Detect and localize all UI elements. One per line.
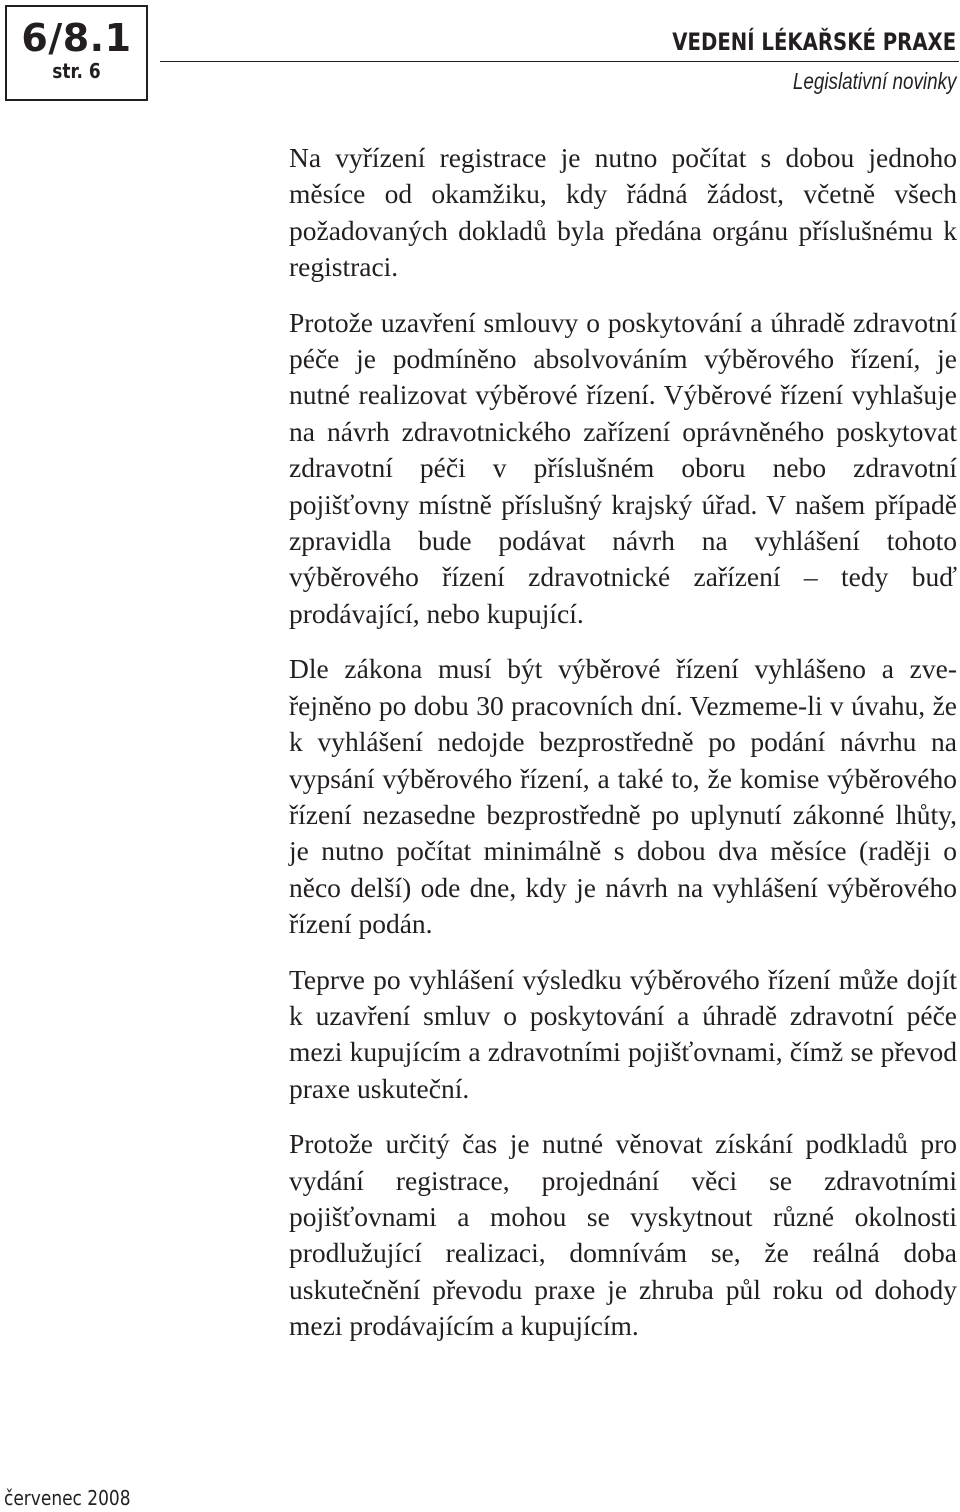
paragraph-estimated-duration: Protože určitý čas je nutné věnovat získání podkladů pro vydání registrace, projednání věci se zdravotními pojišťovnami a mohou se vyskytnout různé okolnosti prodlužující realizaci, domnívám se, že reálná doba uskutečnění převodu praxe je zhruba půl roku od dohody mezi prodávajícím a kupujícím. <box>289 1128 957 1342</box>
article-body <box>289 140 957 1364</box>
footer-date: červenec 2008 <box>4 1486 131 1510</box>
header-title: VEDENÍ LÉKAŘSKÉ PRAXE <box>672 28 956 56</box>
paragraph-registration: Na vyřízení registrace je nutno počítat s dobou jednoho měsíce od okamžiku, kdy řádná žádost, včetně všech požadovaných dokladů byla předána orgánu příslušnému k registraci. <box>289 142 957 283</box>
paragraph-contract-conclusion: Teprve po vyhlášení výsledku výběrového řízení může dojít k uzavření smluv o poskytování a úhradě zdravotní péče mezi kupujícím a zdravotními pojišťovnami, čímž se převod praxe uskuteční. <box>289 963 957 1104</box>
section-number: 6/8.1 <box>21 16 132 60</box>
paragraph-selection-procedure: Protože uzavření smlouvy o poskytování a úhradě zdravotní péče je podmíněno absolvováním výběrového řízení, je nutné realizovat výběrové řízení. Výběrové řízení vyhlašuje na návrh zdravotnického zařízení oprávněného poskytovat zdravotní péči v příslušném oboru nebo zdravotní pojišťovny místně příslušný krajský úřad. V našem případě zpravidla bude podávat návrh na vyhlášení tohoto výběrového řízení zdravotnické zařízení – tedy buď prodávající, nebo kupující. <box>289 306 957 629</box>
paragraph-legal-period: Dle zákona musí být výběrové řízení vyhlášeno a zveřejněno po dobu 30 pracovních dní. Vezmeme-li v úvahu, že k vyhlášení nedojde bezprostředně po podání návrhu na vypsání výběrového řízení, a také to, že komise výběrového řízení nezasedne bezprostředně po uplynutí zákonné lhůty, je nutno počítat minimálně s dobou dva měsíce (raději o něco delší) ode dne, kdy je návrh na vyhlášení výběrového řízení podán. <box>289 653 957 940</box>
page-label: str. 6 <box>52 59 101 83</box>
header-rule <box>160 61 959 62</box>
header-subtitle: Legislativní novinky <box>792 68 956 94</box>
page-number-box <box>5 5 148 101</box>
